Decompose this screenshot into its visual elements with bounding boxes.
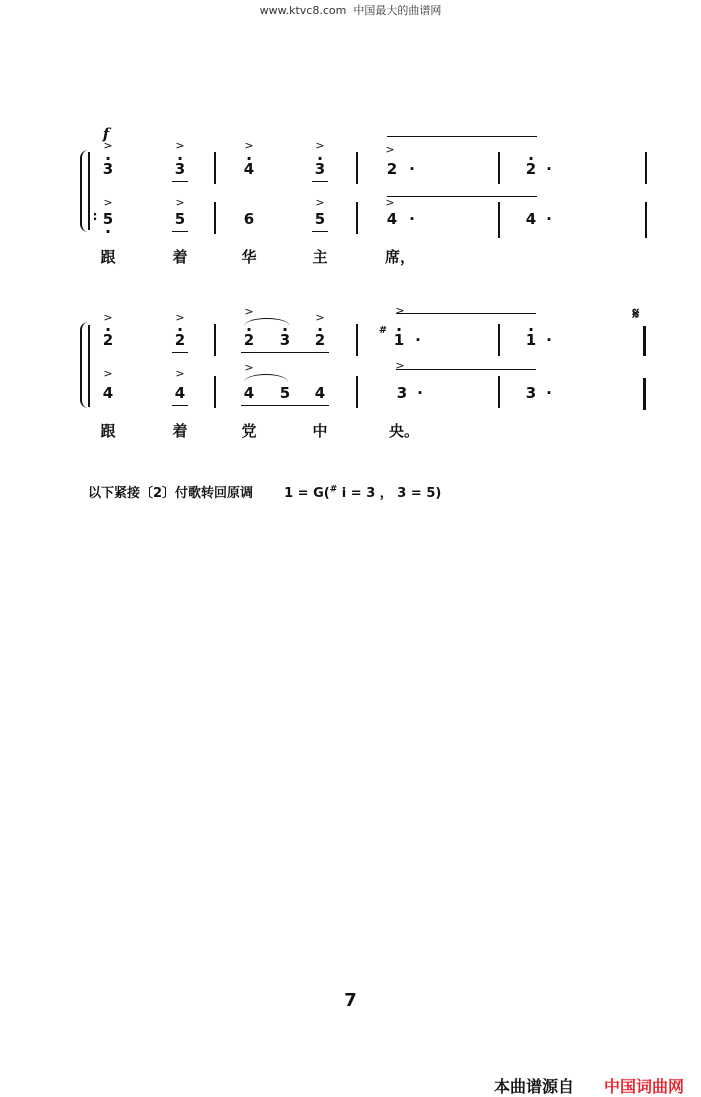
note: 5 xyxy=(279,384,291,402)
dot: · xyxy=(409,210,415,228)
note: 4 xyxy=(314,384,326,402)
note: 3 xyxy=(525,384,537,402)
end-barline xyxy=(643,326,646,356)
source-label: 本曲谱源自 xyxy=(494,1077,575,1096)
note: 4 xyxy=(174,384,186,402)
key-note-one: i xyxy=(341,486,347,501)
lyric: 着 xyxy=(172,248,188,266)
lyric: 着 xyxy=(172,422,188,440)
barline xyxy=(214,376,216,408)
dot: · xyxy=(546,210,552,228)
key-note-five: 5 xyxy=(426,486,436,501)
note: 4 xyxy=(525,210,537,228)
note: 5 · xyxy=(103,212,113,227)
lyric: 主 xyxy=(312,248,328,266)
note: · 3 xyxy=(315,162,325,177)
rhythm-underline xyxy=(172,231,188,232)
site-tagline: 中国最大的曲谱网 xyxy=(353,4,442,17)
start-barline xyxy=(88,325,90,407)
accent-mark: > xyxy=(244,305,254,318)
accent-mark: > xyxy=(315,139,325,152)
lyric: 华 xyxy=(241,248,257,266)
site-url[interactable]: www.ktvc8.com xyxy=(259,4,347,17)
note: · 2 xyxy=(175,333,185,348)
accent-mark: > xyxy=(103,311,113,324)
accent-mark: > xyxy=(103,196,113,209)
note: · 2 xyxy=(103,333,113,348)
rhythm-underline xyxy=(172,352,188,353)
repeat-dots: : xyxy=(92,209,98,223)
dot: · xyxy=(417,384,423,402)
barline xyxy=(498,324,500,356)
dynamic-marking: f xyxy=(102,125,110,143)
note: 3 xyxy=(396,384,408,402)
accent-mark: > xyxy=(175,367,185,380)
barline xyxy=(645,152,647,184)
note: 4 xyxy=(386,210,398,228)
dot: · xyxy=(546,160,552,178)
end-barline xyxy=(643,378,646,410)
barline xyxy=(498,202,500,238)
dot: · xyxy=(415,331,421,349)
accent-mark: > xyxy=(244,361,254,374)
dot: · xyxy=(409,160,415,178)
accent-mark: > xyxy=(315,196,325,209)
instruction-text: 以下紧接〔2〕付歌转回原调 xyxy=(88,486,254,501)
note: 6 xyxy=(243,210,255,228)
accent-mark: > xyxy=(103,367,113,380)
accent-mark: > xyxy=(175,196,185,209)
accent-mark: > xyxy=(175,311,185,324)
tie xyxy=(396,369,536,370)
note: · 2 xyxy=(315,333,325,348)
rhythm-underline xyxy=(241,352,329,353)
note: · 2 xyxy=(244,333,254,348)
key-close: ) xyxy=(435,486,442,501)
dot: · xyxy=(546,384,552,402)
note: · 3 xyxy=(103,162,113,177)
sharp-sign: # xyxy=(378,325,388,336)
lyric: 党 xyxy=(241,422,257,440)
source-site[interactable]: 中国词曲网 xyxy=(604,1077,685,1096)
lyric: 中 xyxy=(312,422,328,440)
barline xyxy=(214,202,216,234)
accent-mark: > xyxy=(103,139,113,152)
accent-mark: > xyxy=(385,143,395,156)
accent-mark: > xyxy=(385,196,395,209)
barline xyxy=(214,324,216,356)
barline xyxy=(356,202,358,234)
start-barline xyxy=(88,152,90,230)
barline xyxy=(214,152,216,184)
accent-mark: > xyxy=(395,304,405,317)
note: · 3 xyxy=(175,162,185,177)
rhythm-underline xyxy=(172,181,188,182)
note: · 3 xyxy=(280,333,290,348)
note: 4 xyxy=(102,384,114,402)
rhythm-underline xyxy=(312,181,328,182)
note: 5 xyxy=(314,210,326,228)
rhythm-underline xyxy=(241,405,329,406)
barline xyxy=(645,202,647,238)
note: 5 xyxy=(174,210,186,228)
note: · 2 xyxy=(526,162,536,177)
accent-mark: > xyxy=(395,359,405,372)
key-signature: 1 = G( xyxy=(284,486,330,501)
note: 2 xyxy=(386,160,398,178)
accent-mark: > xyxy=(175,139,185,152)
dot: · xyxy=(546,331,552,349)
segno-sign: 𝄋 xyxy=(632,304,640,323)
rhythm-underline xyxy=(172,405,188,406)
instruction-line xyxy=(88,482,441,501)
note: 4 xyxy=(243,384,255,402)
slur xyxy=(244,374,288,382)
barline xyxy=(498,152,500,184)
lyric: 席， xyxy=(384,248,416,266)
accent-mark: > xyxy=(244,139,254,152)
tie xyxy=(387,136,537,137)
barline xyxy=(356,324,358,356)
sharp-sign: # xyxy=(329,484,338,495)
barline xyxy=(356,152,358,184)
lyric: 跟 xyxy=(100,422,116,440)
lyric: 跟 xyxy=(100,248,116,266)
barline xyxy=(498,376,500,408)
barline xyxy=(356,376,358,408)
key-equation: = 3 ， 3 = xyxy=(346,486,427,501)
note: · 1 xyxy=(394,333,404,348)
page-number: 7 xyxy=(344,990,357,1011)
rhythm-underline xyxy=(312,231,328,232)
note: · 4 xyxy=(244,162,254,177)
lyric: 央。 xyxy=(388,422,420,440)
note: · 1 xyxy=(526,333,536,348)
accent-mark: > xyxy=(315,311,325,324)
tie xyxy=(387,196,537,197)
tie xyxy=(396,313,536,314)
site-header xyxy=(0,2,701,18)
